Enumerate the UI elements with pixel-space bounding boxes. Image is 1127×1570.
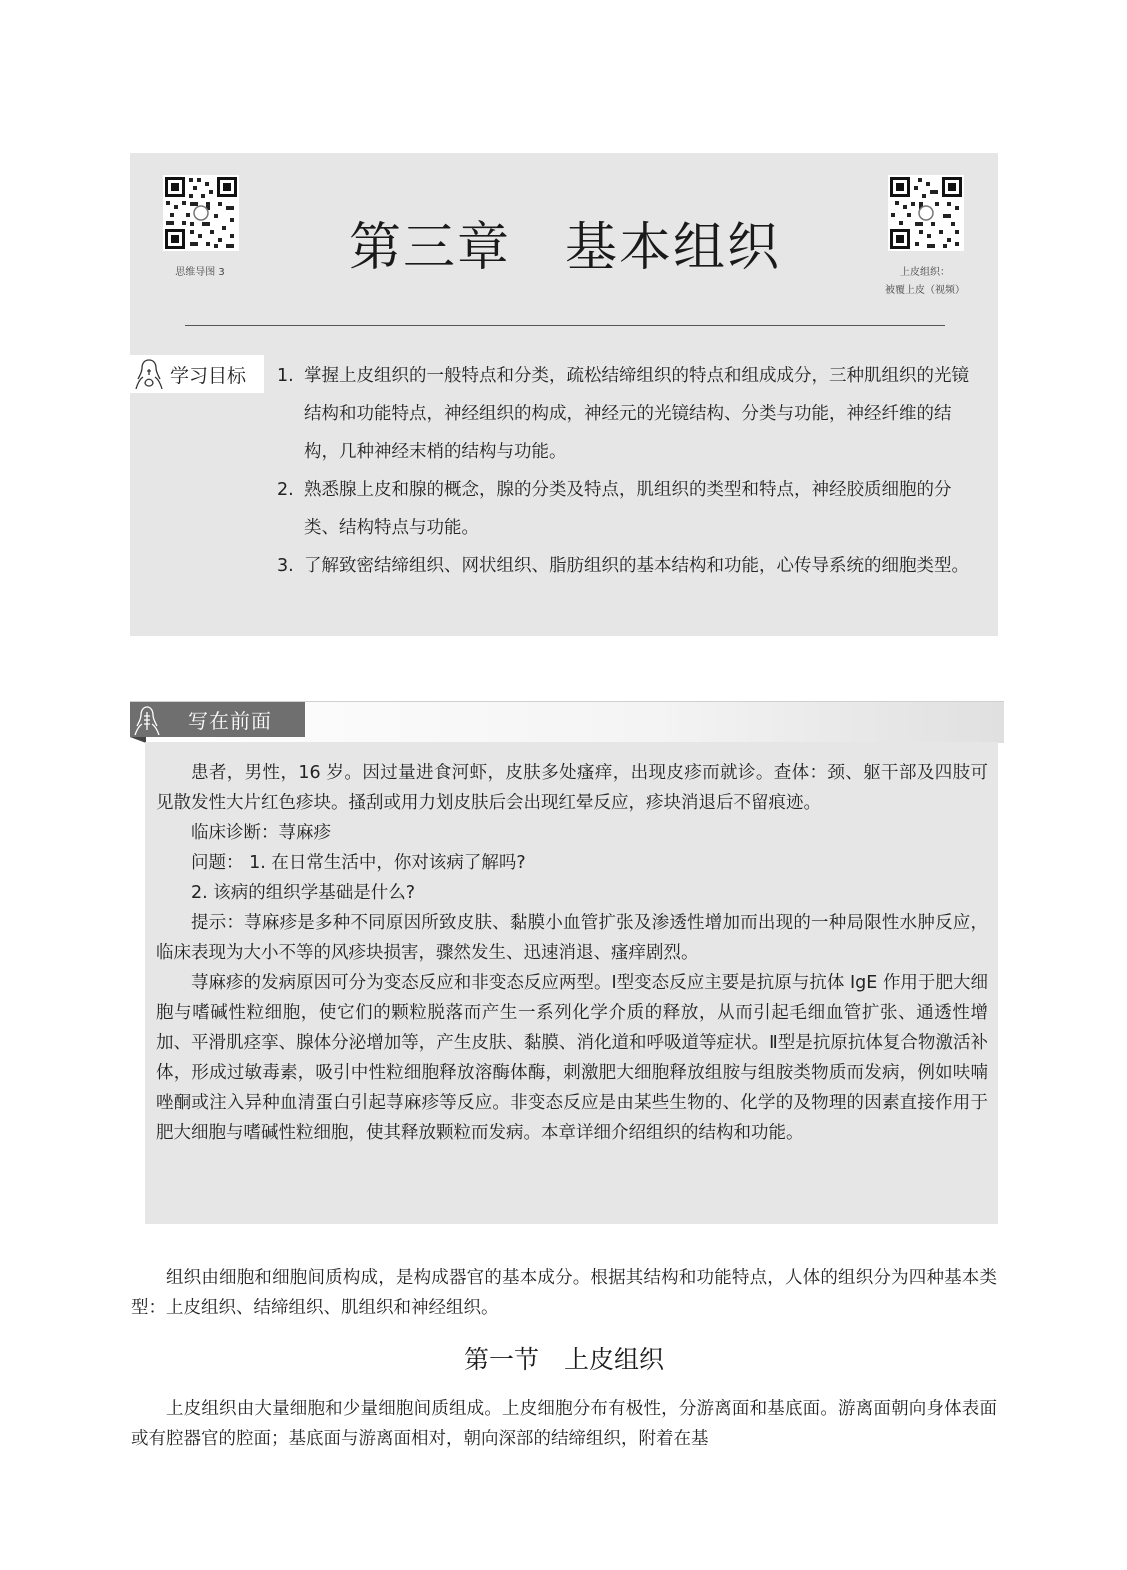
case-box — [145, 742, 998, 1224]
epithelium-paragraph: 上皮组织由大量细胞和少量细胞间质组成。上皮细胞分布有极性，分游离面和基底面。游离面朝向身体表面或有腔器官的腔面；基底面与游离面相对，朝向深部的结缔组织，附着在基 — [131, 1399, 997, 1449]
case-hint: 提示：荨麻疹是多种不同原因所致皮肤、黏膜小血管扩张及渗透性增加而出现的一种局限性水肿反应，临床表现为大小不等的风疹块损害，骤然发生、迅速消退、瘙痒剧烈。 — [156, 913, 988, 963]
goal-number: 1. — [277, 366, 294, 386]
header-divider — [185, 325, 945, 326]
goal-item — [277, 547, 982, 585]
case-diagnosis: 临床诊断：荨麻疹 — [191, 823, 331, 843]
case-paragraph: 荨麻疹的发病原因可分为变态反应和非变态反应两型。Ⅰ型变态反应主要是抗原与抗体 IgE 作用于肥大细胞与嗜碱性粒细胞，使它们的颗粒脱落而产生一系列化学介质的释放，从而引起毛细血管扩张、通透性增加、平滑肌痉挛、腺体分泌增加等，产生皮肤、黏膜、消化道和呼吸道等症状。Ⅱ型是抗原抗体复合物激活补体，形成过敏毒素，吸引中性粒细胞释放溶酶体酶，刺激肥大细胞释放组胺与组胺类物质而发病，例如呋喃唑酮或注入异种血清蛋白引起荨麻疹等反应。非变态反应是由某些生物的、化学的及物理的因素直接作用于肥大细胞与嗜碱性粒细胞，使其释放颗粒而发病。本章详细介绍组织的结构和功能。 — [156, 973, 988, 1143]
chapter-header — [130, 153, 998, 636]
qr-caption-right-line2: 被覆上皮（视频） — [885, 285, 965, 296]
qr-caption-right-line1: 上皮组织： — [900, 267, 950, 278]
goal-item — [277, 357, 982, 471]
goal-number: 3. — [277, 556, 294, 576]
goal-number: 2. — [277, 480, 294, 500]
learning-goals-title: 学习目标 — [170, 364, 247, 387]
qr-caption-right — [855, 264, 995, 300]
case-question: 问题： 1. 在日常生活中，你对该病了解吗? — [191, 853, 526, 873]
case-question: 2. 该病的组织学基础是什么? — [191, 883, 416, 903]
learning-goals-label — [130, 355, 264, 393]
anatomy-icon — [132, 704, 162, 736]
qr-code-mindmap[interactable] — [163, 175, 239, 251]
qr-caption-left: 思维导图 3 — [175, 267, 225, 278]
case-banner-tab — [130, 702, 305, 737]
goal-item — [277, 471, 982, 547]
case-paragraph: 患者，男性，16 岁。因过量进食河虾，皮肤多处瘙痒，出现皮疹而就诊。查体：颈、躯干部及四肢可见散发性大片红色疹块。搔刮或用力划皮肤后会出现红晕反应，疹块消退后不留痕迹。 — [156, 763, 988, 813]
case-banner-title: 写在前面 — [188, 709, 272, 733]
learning-goals-list — [277, 357, 982, 585]
goal-text: 掌握上皮组织的一般特点和分类，疏松结缔组织的特点和组成成分，三种肌组织的光镜结构和功能特点，神经组织的构成，神经元的光镜结构、分类与功能，神经纤维的结构，几种神经末梢的结构与功能。 — [304, 366, 969, 462]
section-title: 第一节 上皮组织 — [463, 1345, 664, 1374]
goal-text: 熟悉腺上皮和腺的概念，腺的分类及特点，肌组织的类型和特点，神经胶质细胞的分类、结构特点与功能。 — [304, 480, 952, 538]
intro-paragraph: 组织由细胞和细胞间质构成，是构成器官的基本成分。根据其结构和功能特点，人体的组织分为四种基本类型：上皮组织、结缔组织、肌组织和神经组织。 — [131, 1268, 997, 1318]
qr-code-video[interactable] — [888, 175, 964, 251]
anatomy-icon — [132, 357, 166, 391]
banner-fold — [130, 737, 146, 743]
case-banner — [130, 701, 1004, 743]
chapter-title: 第三章 基本组织 — [348, 218, 781, 278]
case-text — [156, 758, 988, 1148]
goal-text: 了解致密结缔组织、网状组织、脂肪组织的基本结构和功能，心传导系统的细胞类型。 — [304, 556, 969, 576]
